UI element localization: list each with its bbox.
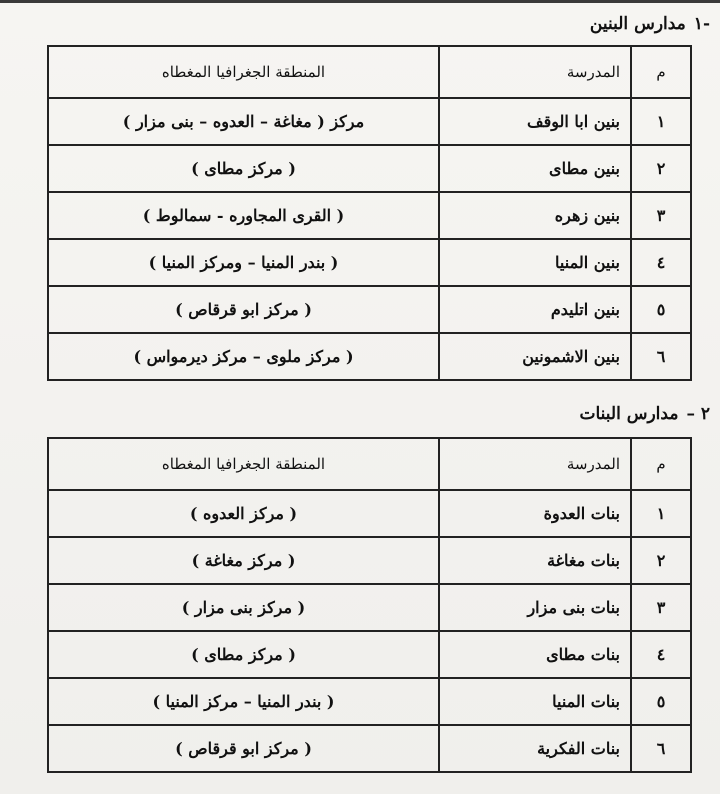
- table-row: [48, 98, 691, 145]
- girls-schools-table: [47, 437, 692, 773]
- row-region: مركز ( مغاغة – العدوه – بنى مزار ): [48, 98, 439, 145]
- row-number: ١: [631, 490, 691, 537]
- row-number: ٦: [631, 725, 691, 772]
- section-number: -١: [693, 14, 710, 34]
- row-region: ( القرى المجاوره - سمالوط ): [48, 192, 439, 239]
- row-number: ٥: [631, 678, 691, 725]
- table-header-row: [48, 438, 691, 490]
- row-school: بنين اتليدم: [439, 286, 631, 333]
- row-region: ( بندر المنيا – ومركز المنيا ): [48, 239, 439, 286]
- row-number: ٤: [631, 239, 691, 286]
- row-school: بنات المنيا: [439, 678, 631, 725]
- row-region: ( بندر المنيا – مركز المنيا ): [48, 678, 439, 725]
- top-border-line: [0, 0, 720, 3]
- header-number: م: [631, 438, 691, 490]
- row-number: ٣: [631, 192, 691, 239]
- row-school: بنات مغاغة: [439, 537, 631, 584]
- row-region: ( مركز العدوه ): [48, 490, 439, 537]
- row-region: ( مركز مطاى ): [48, 631, 439, 678]
- header-school: المدرسة: [439, 438, 631, 490]
- table-row: [48, 286, 691, 333]
- table-row: [48, 537, 691, 584]
- row-region: ( مركز ملوى – مركز ديرمواس ): [48, 333, 439, 380]
- section-title-text: مدارس البنين: [589, 14, 686, 34]
- row-school: بنين زهره: [439, 192, 631, 239]
- table-row: [48, 333, 691, 380]
- header-region: المنطقة الجغرافيا المغطاه: [48, 438, 439, 490]
- row-region: ( مركز ابو قرقاص ): [48, 286, 439, 333]
- boys-schools-table: [47, 45, 692, 381]
- row-school: بنات العدوة: [439, 490, 631, 537]
- table-row: [48, 725, 691, 772]
- row-school: بنين الاشمونين: [439, 333, 631, 380]
- row-region: ( مركز مغاغة ): [48, 537, 439, 584]
- table-row: [48, 631, 691, 678]
- row-number: ٢: [631, 537, 691, 584]
- table-header-row: [48, 46, 691, 98]
- header-number: م: [631, 46, 691, 98]
- row-school: بنات الفكرية: [439, 725, 631, 772]
- row-number: ٢: [631, 145, 691, 192]
- table-row: [48, 490, 691, 537]
- row-number: ٥: [631, 286, 691, 333]
- section-title-girls: [579, 404, 710, 424]
- table-row: [48, 678, 691, 725]
- row-school: بنات مطاى: [439, 631, 631, 678]
- table-row: [48, 145, 691, 192]
- row-school: بنات بنى مزار: [439, 584, 631, 631]
- row-region: ( مركز مطاى ): [48, 145, 439, 192]
- row-number: ١: [631, 98, 691, 145]
- table-row: [48, 584, 691, 631]
- row-school: بنين المنيا: [439, 239, 631, 286]
- section-number: ٢ –: [686, 404, 710, 424]
- row-region: ( مركز بنى مزار ): [48, 584, 439, 631]
- header-region: المنطقة الجغرافيا المغطاه: [48, 46, 439, 98]
- row-number: ٦: [631, 333, 691, 380]
- table-row: [48, 239, 691, 286]
- table-row: [48, 192, 691, 239]
- row-region: ( مركز ابو قرقاص ): [48, 725, 439, 772]
- row-school: بنين مطاى: [439, 145, 631, 192]
- section-title-boys: [590, 14, 710, 34]
- row-number: ٣: [631, 584, 691, 631]
- row-number: ٤: [631, 631, 691, 678]
- header-school: المدرسة: [439, 46, 631, 98]
- row-school: بنين ابا الوقف: [439, 98, 631, 145]
- section-title-text: مدارس البنات: [579, 404, 679, 424]
